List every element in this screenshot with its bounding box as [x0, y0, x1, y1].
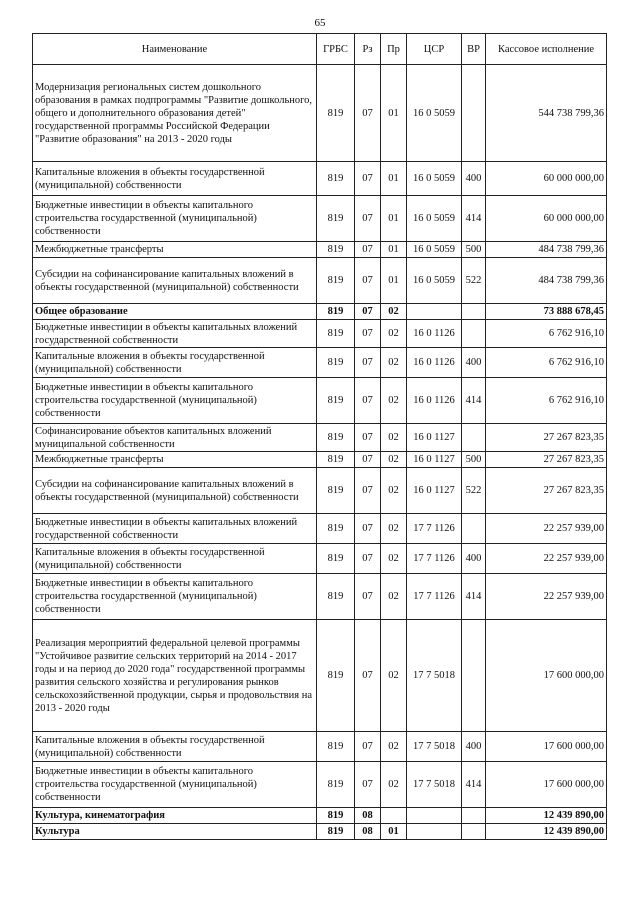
cell-amount: 6 762 916,10: [486, 320, 607, 348]
cell-csr: 17 7 1126: [407, 574, 462, 620]
header-name: Наименование: [33, 34, 317, 65]
cell-rz: 07: [355, 258, 381, 304]
cell-pr: 02: [381, 762, 407, 808]
page-number: 65: [314, 17, 326, 29]
table-row: [33, 258, 607, 304]
cell-csr: 16 0 5059: [407, 196, 462, 242]
cell-vr: [462, 304, 486, 320]
cell-vr: [462, 620, 486, 732]
cell-grbs: 819: [317, 620, 355, 732]
cell-pr: 02: [381, 732, 407, 762]
cell-amount: 544 738 799,36: [486, 65, 607, 162]
cell-rz: 07: [355, 304, 381, 320]
cell-csr: 16 0 1126: [407, 378, 462, 424]
cell-amount: 27 267 823,35: [486, 424, 607, 452]
cell-amount: 27 267 823,35: [486, 452, 607, 468]
cell-grbs: 819: [317, 514, 355, 544]
cell-vr: 500: [462, 242, 486, 258]
cell-name: Культура: [33, 824, 317, 840]
cell-grbs: 819: [317, 468, 355, 514]
table-row: [33, 378, 607, 424]
cell-amount: 484 738 799,36: [486, 242, 607, 258]
cell-amount: 22 257 939,00: [486, 514, 607, 544]
table-header-row: [33, 34, 607, 65]
table-row: [33, 196, 607, 242]
cell-grbs: 819: [317, 544, 355, 574]
table-row: [33, 574, 607, 620]
table-row: [33, 452, 607, 468]
cell-csr: [407, 808, 462, 824]
cell-rz: 07: [355, 65, 381, 162]
cell-csr: 16 0 5059: [407, 162, 462, 196]
cell-amount: 12 439 890,00: [486, 824, 607, 840]
cell-rz: 07: [355, 762, 381, 808]
cell-grbs: 819: [317, 452, 355, 468]
cell-name: Капитальные вложения в объекты государственной (муниципальной) собственности: [33, 162, 317, 196]
cell-name: Межбюджетные трансферты: [33, 452, 317, 468]
cell-csr: 17 7 5018: [407, 762, 462, 808]
cell-pr: 02: [381, 620, 407, 732]
cell-amount: 27 267 823,35: [486, 468, 607, 514]
cell-vr: 414: [462, 762, 486, 808]
cell-csr: 16 0 1127: [407, 452, 462, 468]
cell-vr: 414: [462, 574, 486, 620]
cell-name: Модернизация региональных систем дошкольного образования в рамках подпрограммы "Развитие дошкольного, общего и дополнительного образования детей" государственной программы Российской Федерации "Развитие образования" на 2013 - 2020 годы: [33, 65, 317, 162]
cell-rz: 07: [355, 620, 381, 732]
cell-vr: 414: [462, 196, 486, 242]
cell-pr: 02: [381, 574, 407, 620]
cell-grbs: 819: [317, 424, 355, 452]
table-row: [33, 544, 607, 574]
cell-grbs: 819: [317, 196, 355, 242]
cell-name: Софинансирование объектов капитальных вложений муниципальной собственности: [33, 424, 317, 452]
cell-rz: 07: [355, 468, 381, 514]
cell-vr: 414: [462, 378, 486, 424]
cell-csr: 17 7 5018: [407, 732, 462, 762]
cell-rz: 07: [355, 574, 381, 620]
cell-amount: 6 762 916,10: [486, 378, 607, 424]
cell-amount: 17 600 000,00: [486, 620, 607, 732]
cell-amount: 60 000 000,00: [486, 196, 607, 242]
header-pr: Пр: [381, 34, 407, 65]
cell-vr: [462, 424, 486, 452]
cell-vr: 500: [462, 452, 486, 468]
cell-grbs: 819: [317, 808, 355, 824]
table-row: [33, 304, 607, 320]
cell-name: Капитальные вложения в объекты государственной (муниципальной) собственности: [33, 348, 317, 378]
cell-grbs: 819: [317, 824, 355, 840]
cell-grbs: 819: [317, 162, 355, 196]
table-row: [33, 762, 607, 808]
cell-csr: [407, 304, 462, 320]
cell-name: Бюджетные инвестиции в объекты капитального строительства государственной (муниципальной) собственности: [33, 378, 317, 424]
cell-name: Бюджетные инвестиции в объекты капитального строительства государственной (муниципальной) собственности: [33, 574, 317, 620]
cell-amount: 484 738 799,36: [486, 258, 607, 304]
cell-vr: 400: [462, 732, 486, 762]
cell-vr: 522: [462, 258, 486, 304]
cell-amount: 22 257 939,00: [486, 574, 607, 620]
cell-name: Капитальные вложения в объекты государственной (муниципальной) собственности: [33, 544, 317, 574]
cell-name: Субсидии на софинансирование капитальных вложений в объекты государственной (муниципальной) собственности: [33, 258, 317, 304]
cell-pr: 02: [381, 304, 407, 320]
cell-vr: 522: [462, 468, 486, 514]
table-row: [33, 620, 607, 732]
cell-amount: 17 600 000,00: [486, 762, 607, 808]
cell-name: Межбюджетные трансферты: [33, 242, 317, 258]
cell-csr: 17 7 1126: [407, 514, 462, 544]
table-row: [33, 424, 607, 452]
cell-vr: 400: [462, 544, 486, 574]
cell-vr: [462, 824, 486, 840]
cell-pr: [381, 808, 407, 824]
cell-name: Общее образование: [33, 304, 317, 320]
cell-csr: 16 0 1127: [407, 468, 462, 514]
table-row: [33, 732, 607, 762]
cell-name: Бюджетные инвестиции в объекты капитальных вложений государственной собственности: [33, 320, 317, 348]
cell-rz: 07: [355, 424, 381, 452]
cell-name: Капитальные вложения в объекты государственной (муниципальной) собственности: [33, 732, 317, 762]
cell-csr: 16 0 1127: [407, 424, 462, 452]
cell-grbs: 819: [317, 762, 355, 808]
cell-amount: 22 257 939,00: [486, 544, 607, 574]
cell-rz: 07: [355, 320, 381, 348]
cell-rz: 08: [355, 824, 381, 840]
cell-name: Реализация мероприятий федеральной целевой программы "Устойчивое развитие сельских территорий на 2014 - 2017 годы и на период до 2020 года" государственной программы развития сельского хозяйства и регулирования рынков сельскохозяйственной продукции, сырья и продовольствия на 2013 - 2020 годы: [33, 620, 317, 732]
cell-vr: 400: [462, 162, 486, 196]
header-vr: ВР: [462, 34, 486, 65]
cell-grbs: 819: [317, 242, 355, 258]
cell-csr: [407, 824, 462, 840]
cell-csr: 16 0 1126: [407, 348, 462, 378]
cell-pr: 02: [381, 514, 407, 544]
cell-pr: 02: [381, 544, 407, 574]
cell-rz: 07: [355, 732, 381, 762]
cell-pr: 02: [381, 378, 407, 424]
header-amount: Кассовое исполнение: [486, 34, 607, 65]
table-row: [33, 320, 607, 348]
cell-pr: 01: [381, 258, 407, 304]
table-row: [33, 514, 607, 544]
cell-rz: 07: [355, 544, 381, 574]
cell-grbs: 819: [317, 320, 355, 348]
table-row: [33, 824, 607, 840]
cell-name: Бюджетные инвестиции в объекты капитальных вложений государственной собственности: [33, 514, 317, 544]
cell-vr: 400: [462, 348, 486, 378]
cell-rz: 07: [355, 452, 381, 468]
cell-pr: 01: [381, 162, 407, 196]
cell-csr: 16 0 5059: [407, 65, 462, 162]
header-grbs: ГРБС: [317, 34, 355, 65]
cell-pr: 02: [381, 452, 407, 468]
cell-rz: 07: [355, 348, 381, 378]
cell-grbs: 819: [317, 348, 355, 378]
cell-grbs: 819: [317, 304, 355, 320]
table-row: [33, 348, 607, 378]
cell-rz: 07: [355, 196, 381, 242]
header-csr: ЦСР: [407, 34, 462, 65]
table-row: [33, 808, 607, 824]
cell-rz: 07: [355, 378, 381, 424]
cell-amount: 60 000 000,00: [486, 162, 607, 196]
table-row: [33, 65, 607, 162]
cell-pr: 02: [381, 424, 407, 452]
cell-name: Бюджетные инвестиции в объекты капитального строительства государственной (муниципальной) собственности: [33, 762, 317, 808]
cell-csr: 16 0 5059: [407, 258, 462, 304]
cell-pr: 02: [381, 320, 407, 348]
cell-vr: [462, 808, 486, 824]
cell-name: Субсидии на софинансирование капитальных вложений в объекты государственной (муниципальной) собственности: [33, 468, 317, 514]
cell-name: Бюджетные инвестиции в объекты капитального строительства государственной (муниципальной) собственности: [33, 196, 317, 242]
cell-amount: 6 762 916,10: [486, 348, 607, 378]
cell-csr: 17 7 1126: [407, 544, 462, 574]
cell-amount: 12 439 890,00: [486, 808, 607, 824]
cell-csr: 16 0 1126: [407, 320, 462, 348]
cell-vr: [462, 514, 486, 544]
table-row: [33, 242, 607, 258]
cell-grbs: 819: [317, 65, 355, 162]
cell-pr: 01: [381, 824, 407, 840]
cell-pr: 02: [381, 468, 407, 514]
cell-amount: 17 600 000,00: [486, 732, 607, 762]
cell-grbs: 819: [317, 378, 355, 424]
cell-pr: 02: [381, 348, 407, 378]
table-row: [33, 162, 607, 196]
cell-grbs: 819: [317, 574, 355, 620]
cell-pr: 01: [381, 196, 407, 242]
cell-pr: 01: [381, 65, 407, 162]
cell-rz: 07: [355, 514, 381, 544]
cell-csr: 16 0 5059: [407, 242, 462, 258]
cell-vr: [462, 65, 486, 162]
cell-pr: 01: [381, 242, 407, 258]
cell-name: Культура, кинематография: [33, 808, 317, 824]
cell-rz: 08: [355, 808, 381, 824]
table-row: [33, 468, 607, 514]
table-body: [33, 65, 607, 840]
cell-grbs: 819: [317, 258, 355, 304]
cell-vr: [462, 320, 486, 348]
cell-rz: 07: [355, 162, 381, 196]
header-rz: Рз: [355, 34, 381, 65]
cell-amount: 73 888 678,45: [486, 304, 607, 320]
cell-csr: 17 7 5018: [407, 620, 462, 732]
cell-rz: 07: [355, 242, 381, 258]
budget-execution-table: [32, 33, 607, 840]
cell-grbs: 819: [317, 732, 355, 762]
